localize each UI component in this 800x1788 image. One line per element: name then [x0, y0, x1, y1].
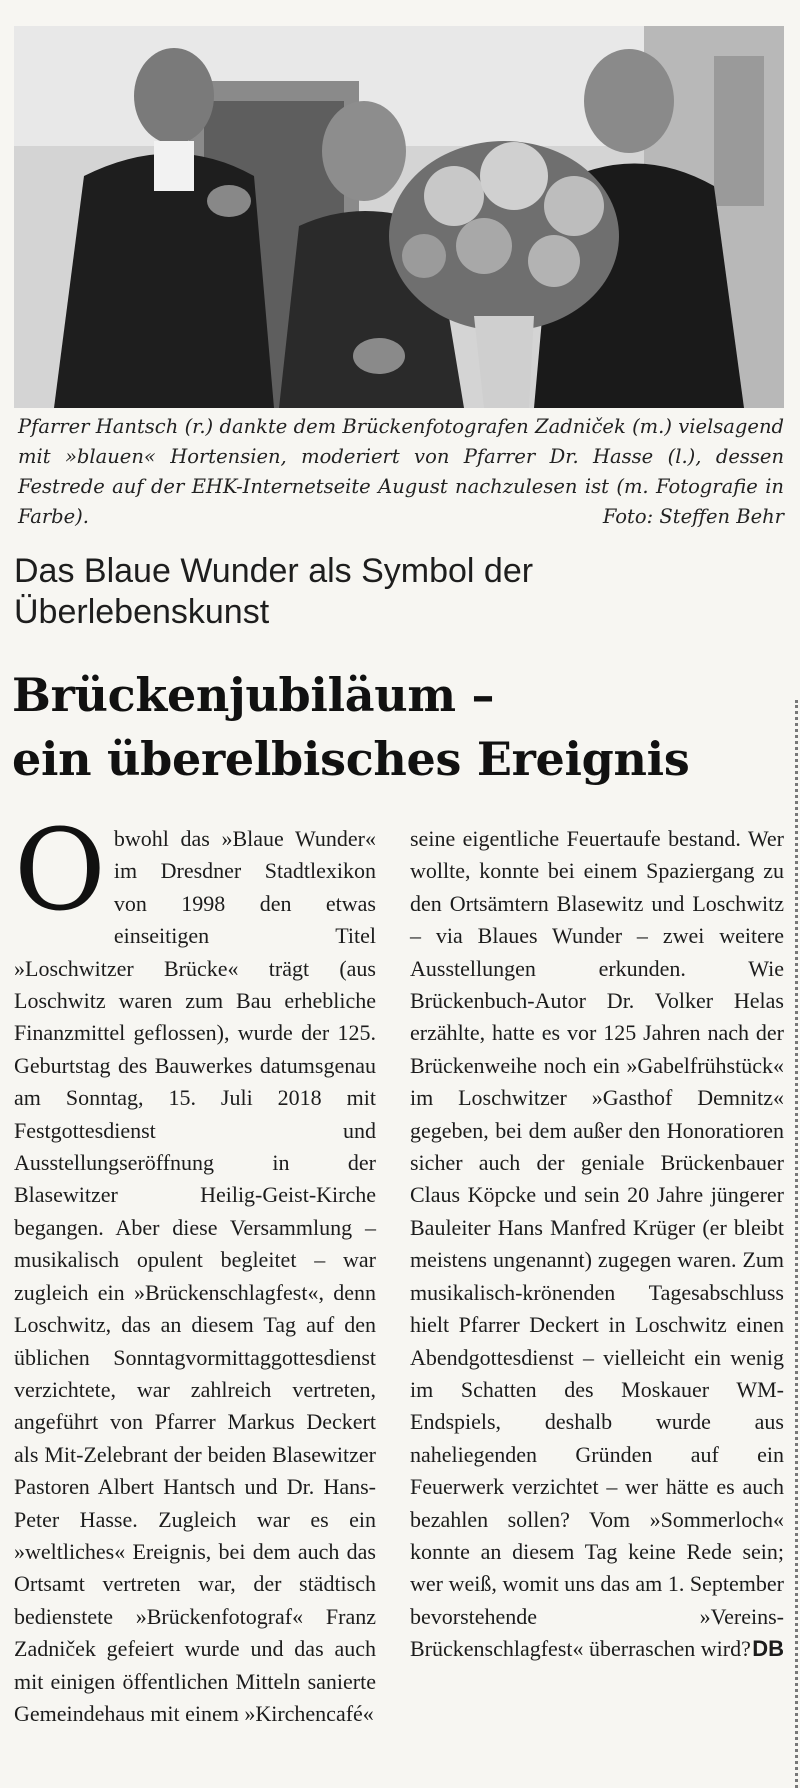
article-column-left: [14, 806, 376, 1730]
author-signature: DB: [752, 1636, 784, 1662]
column-right-text: seine eigentliche Feuertaufe bestand. Wer wollte, konnte bei einem Spaziergang zu den Ortsämtern Blasewitz und Loschwitz – via Blaues Wunder – zwei weitere Ausstellungen erkunden. Wie Brückenbuch-Autor Dr. Volker Helas erzählte, hatte es vor 125 Jahren nach der Brückenweihe noch ein »Gabelfrühstück« im Loschwitzer »Gasthof Demnitz« gegeben, bei dem außer den Honoratioren sicher auch der geniale Brückenbauer Claus Köpcke und sein 20 Jahre jüngerer Bauleiter Hans Manfred Krüger (er bleibt meistens ungenannt) zugegen waren. Zum musikalisch-krönenden Tagesabschluss hielt Pfarrer Deckert in Loschwitz einen Abendgottesdienst – vielleicht ein wenig im Schatten des Moskauer WM-Endspiels, deshalb wurde aus naheliegenden Gründen auf ein Feuerwerk verzichtet – wer hätte es auch bezahlen sollen? Vom »Sommerloch« konnte an diesem Tag keine Rede sein; wer weiß, womit uns das am 1. September bevorstehende »Vereins-Brückenschlagfest« überraschen wird?: [410, 826, 784, 1662]
page-edge-divider: [795, 700, 798, 1788]
article-headline: [12, 663, 782, 791]
article-subtitle: Das Blaue Wunder als Symbol der Überlebenskunst: [14, 552, 534, 631]
article-column-right: [410, 823, 784, 1666]
drop-cap: O: [14, 806, 106, 936]
article-photo: [14, 26, 784, 408]
column-left-text: bwohl das »Blaue Wunder« im Dresdner Stadtlexikon von 1998 den etwas einseitigen Titel »Loschwitzer Brücke« trägt (aus Loschwitz waren zum Bau erhebliche Finanzmittel geflossen), wurde der 125. Geburtstag des Bauwerkes datumsgenau am Sonntag, 15. Juli 2018 mit Festgottesdienst und Ausstellungseröffnung in der Blasewitzer Heilig-Geist-Kirche begangen. Aber diese Versammlung – musikalisch opulent begleitet – war zugleich ein »Brückenschlagfest«, denn Loschwitz, das an diesem Tag auf den üblichen Sonntagvormittaggottesdienst verzichtete, war zahlreich vertreten, angeführt von Pfarrer Markus Deckert als Mit-Zelebrant der beiden Blasewitzer Pastoren Albert Hantsch und Dr. Hans-Peter Hasse. Zugleich war es ein »weltliches« Ereignis, bei dem auch das Ortsamt vertreten war, der städtisch bedienstete »Brückenfotograf« Franz Zadniček gefeiert wurde und das auch mit einigen öffentlichen Mitteln sanierte Gemeindehaus mit einem »Kirchencafé«: [14, 826, 376, 1726]
headline-line-2: ein überelbisches Ereignis: [12, 732, 690, 786]
photo-caption: [18, 412, 784, 532]
photo-credit: Foto: Steffen Behr: [602, 505, 784, 528]
photo-image: [14, 26, 784, 408]
headline-line-1: Brückenjubiläum –: [12, 668, 495, 722]
caption-text: Pfarrer Hantsch (r.) dankte dem Brückenfotografen Zadniček (m.) vielsagend mit »blauen« Hortensien, moderiert von Pfarrer Dr. Hasse (l.), dessen Festrede auf der EHK-Internetseite August nachzulesen ist (m. Fotografie in Farbe).: [18, 415, 784, 528]
